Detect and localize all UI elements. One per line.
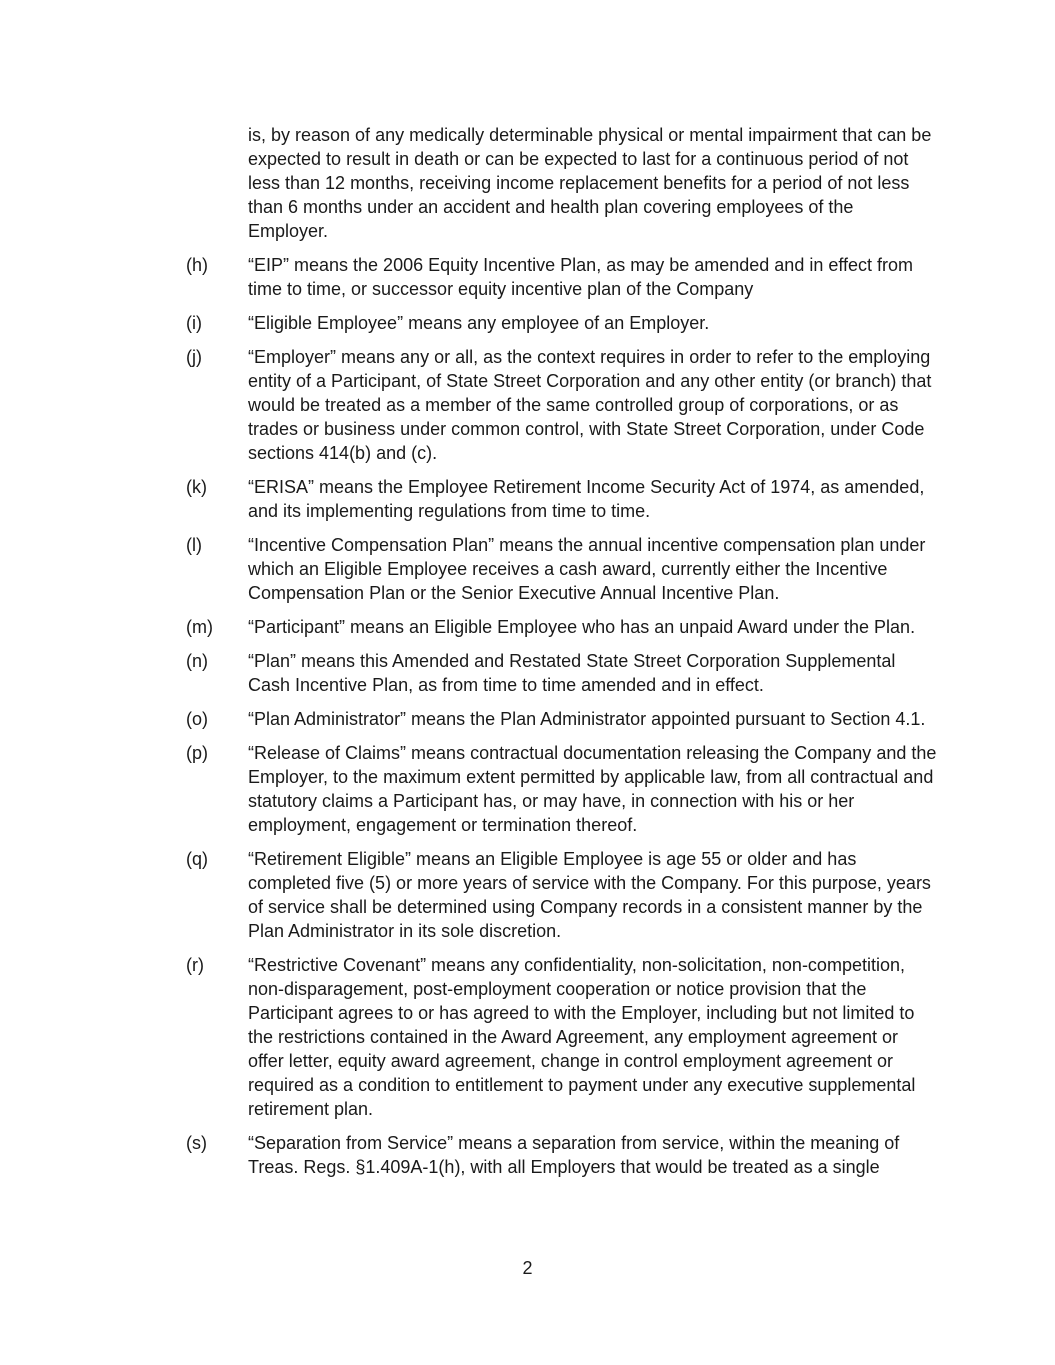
definition-o: [186, 707, 946, 731]
definition-text: “Incentive Compensation Plan” means the annual incentive compensation plan under which an Eligible Employee receives a cash award, currently either the Incentive Compensation Plan or the Senior Executive Annual Incentive Plan.: [248, 535, 926, 603]
definition-i: [186, 311, 946, 335]
definition-m: [186, 615, 946, 639]
definition-text: “Release of Claims” means contractual documentation releasing the Company and the Employer, to the maximum extent permitted by applicable law, from all contractual and statutory claims a Participant has, or may have, in connection with his or her employment, engagement or termination thereof.: [248, 743, 937, 835]
definition-letter: (i): [186, 313, 202, 333]
definition-letter: (l): [186, 535, 202, 555]
definition-letter: (p): [186, 743, 208, 763]
definition-letter: (m): [186, 617, 213, 637]
definition-letter: (o): [186, 709, 208, 729]
definition-letter: (h): [186, 255, 208, 275]
definition-letter: (s): [186, 1133, 207, 1153]
definition-j: [186, 345, 946, 465]
definition-q: [186, 847, 946, 943]
definition-text: “Participant” means an Eligible Employee who has an unpaid Award under the Plan.: [248, 617, 916, 637]
definition-letter: (q): [186, 849, 208, 869]
definition-text: “Plan Administrator” means the Plan Administrator appointed pursuant to Section 4.1.: [248, 709, 926, 729]
definition-letter: (k): [186, 477, 207, 497]
definition-letter: (r): [186, 955, 204, 975]
definition-p: [186, 741, 946, 837]
definition-l: [186, 533, 946, 605]
continued-paragraph: is, by reason of any medically determinable physical or mental impairment that can be expected to result in death or can be expected to last for a continuous period of not less than 12 months, receiving income replacement benefits for a period of not less than 6 months under an accident and health plan covering employees of the Employer.: [248, 125, 932, 241]
definition-n: [186, 649, 946, 697]
definition-text: “Employer” means any or all, as the context requires in order to refer to the employing entity of a Participant, of State Street Corporation and any other entity (or branch) that would be treated as a member of the same controlled group of corporations, or as trades or business under common control, with State Street Corporation, under Code sections 414(b) and (c).: [248, 347, 932, 463]
definition-s: [186, 1131, 946, 1179]
page-number: 2: [522, 1258, 533, 1278]
definition-text: “Separation from Service” means a separation from service, within the meaning of Treas. Regs. §1.409A-1(h), with all Employers that would be treated as a single: [248, 1133, 900, 1177]
definition-letter: (j): [186, 347, 202, 367]
definition-text: “Retirement Eligible” means an Eligible Employee is age 55 or older and has completed five (5) or more years of service with the Company. For this purpose, years of service shall be determined using Company records in a consistent manner by the Plan Administrator in its sole discretion.: [248, 849, 931, 941]
definition-text: “EIP” means the 2006 Equity Incentive Plan, as may be amended and in effect from time to time, or successor equity incentive plan of the Company: [248, 255, 914, 299]
definition-text: “ERISA” means the Employee Retirement Income Security Act of 1974, as amended, and its implementing regulations from time to time.: [248, 477, 925, 521]
definition-text: “Restrictive Covenant” means any confidentiality, non-solicitation, non-competition, non-disparagement, post-employment cooperation or notice provision that the Participant agrees to or has agreed to with the Employer, including but not limited to the restrictions contained in the Award Agreement, any employment agreement or offer letter, equity award agreement, change in control employment agreement or required as a condition to entitlement to payment under any executive supplemental retirement plan.: [248, 955, 916, 1119]
definition-text: “Plan” means this Amended and Restated State Street Corporation Supplemental Cash Incentive Plan, as from time to time amended and in effect.: [248, 651, 896, 695]
definition-letter: (n): [186, 651, 208, 671]
definition-k: [186, 475, 946, 523]
definition-text: “Eligible Employee” means any employee of an Employer.: [248, 313, 710, 333]
document-body: [186, 123, 946, 1189]
definition-h: [186, 253, 946, 301]
definition-r: [186, 953, 946, 1121]
